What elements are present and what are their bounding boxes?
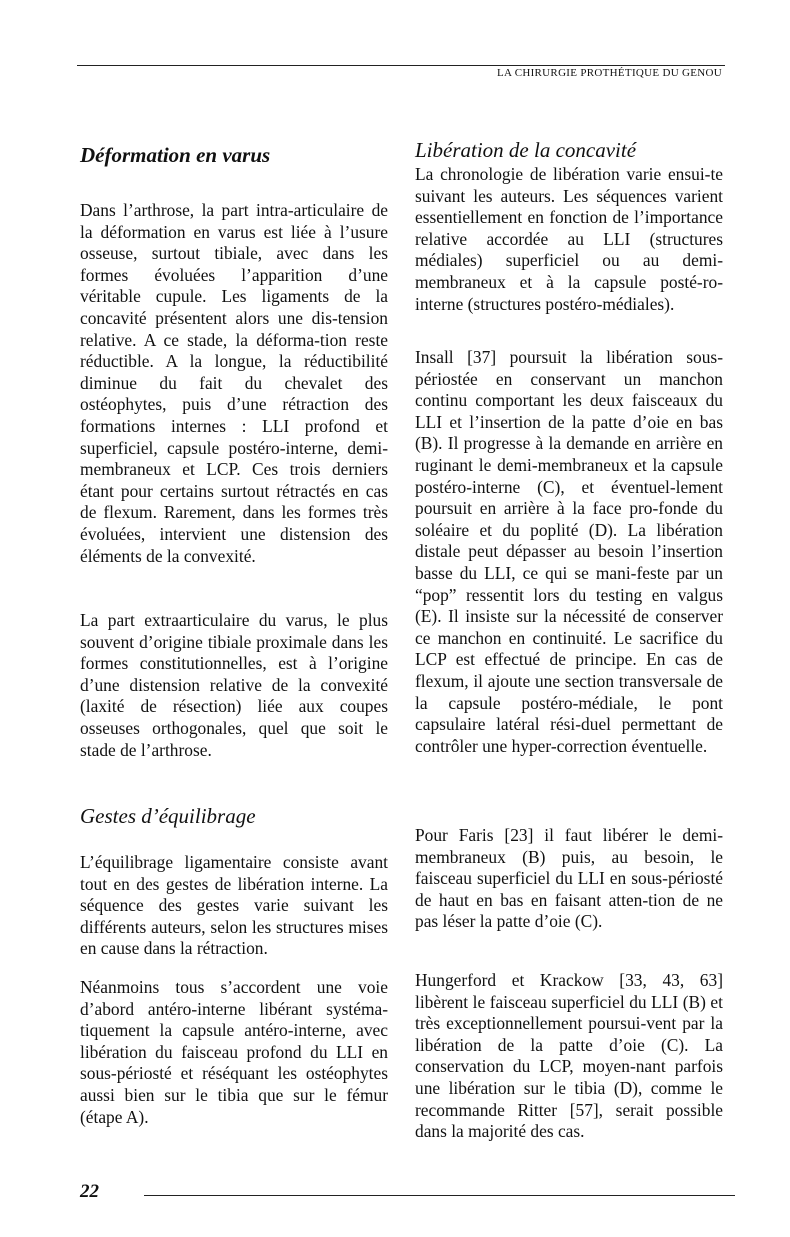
section-heading-liberation-concavite: Libération de la concavité: [415, 138, 637, 162]
paragraph-insall: Insall [37] poursuit la libération sous-périostée en conservant un manchon continu comportant les deux faisceaux du LLI et l’insertion de la patte d’oie en bas (B). Il progresse à la demande en arrière en ruginant le demi-membraneux et la capsule postéro-interne (C), et éventuel-lement poursuit en arrière à la face pro-fonde du soléaire et du poplité (D). La libération distale peut dépasser au besoin l’insertion basse du LLI, ce qui se mani-feste par un “pop” ressentit lors du testing en valgus (E). Il insiste sur la nécessité de conserver ce manchon en continuité. Le sacrifice du LCP est effectué de principe. En cas de flexum, il ajoute une section transversale de la capsule postéro-médiale, le pont capsulaire latéral rési-duel permettant de contrôler une hyper-correction éventuelle.: [415, 347, 723, 756]
paragraph-chronologie: La chronologie de libération varie ensui-te suivant les auteurs. Les séquences varient essentiellement en fonction de l’importance relative accordée au LLI (structures médiales) superficiel ou au demi-membraneux et à la capsule posté-ro-interne (structures postéro-médiales).: [415, 164, 723, 314]
paragraph-part-extraarticulaire: La part extraarticulaire du varus, le plus souvent d’origine tibiale proximale dans les formes constitutionnelles, est à l’origine d’une distension relative de la convexité (laxité de résection) liée aux coupes osseuses orthogonales, quel que soit le stade de l’arthrose.: [80, 610, 388, 760]
section-heading-deformation-varus: Déformation en varus: [80, 143, 271, 167]
section-heading-gestes-equilibrage: Gestes d’équilibrage: [80, 804, 256, 828]
paragraph-equilibrage: L’équilibrage ligamentaire consiste avant tout en des gestes de libération interne. La séquence des gestes varie suivant les différents auteurs, selon les structures mises en cause dans la rétraction.: [80, 852, 388, 959]
paragraph-neanmoins: Néanmoins tous s’accordent une voie d’abord antéro-interne libérant systéma-tiquement la capsule antéro-interne, avec libération du faisceau profond du LLI en sous-périosté et réséquant les ostéophytes aussi bien sur le tibia que sur le fémur (étape A).: [80, 977, 388, 1127]
paragraph-faris: Pour Faris [23] il faut libérer le demi-membraneux (B) puis, au besoin, le faisceau superficiel du LLI en sous-périosté de haut en bas en faisant atten-tion de ne pas léser la patte d’oie (C).: [415, 825, 723, 932]
running-title: LA CHIRURGIE PROTHÉTIQUE DU GENOU: [497, 67, 722, 79]
page-number: 22: [80, 1181, 99, 1202]
paragraph-arthrose: Dans l’arthrose, la part intra-articulaire de la déformation en varus est liée à l’usure osseuse, surtout tibiale, avec dans les formes évoluées l’apparition d’une véritable cupule. Les ligaments de la concavité présentent alors une dis-tension relative. A ce stade, la déforma-tion reste réductible. A la longue, la réductibilité diminue du fait du chevalet des ostéophytes, puis d’une rétraction des formations internes : LLI profond et superficiel, capsule postéro-interne, demi-membraneux et LCP. Ces trois derniers étant pour certains surtout rétractés en cas de flexum. Rarement, dans les formes très évoluées, intervient une distension des éléments de la convexité.: [80, 200, 388, 566]
paragraph-hungerford: Hungerford et Krackow [33, 43, 63] libèrent le faisceau superficiel du LLI (B) et très exceptionnellement poursui-vent par la libération de la patte d’oie (C). La conservation du LCP, moyen-nant parfois une libération sur le tibia (D), comme le recommande Ritter [57], serait possible dans la majorité des cas.: [415, 970, 723, 1142]
footer-rule: [144, 1195, 735, 1196]
